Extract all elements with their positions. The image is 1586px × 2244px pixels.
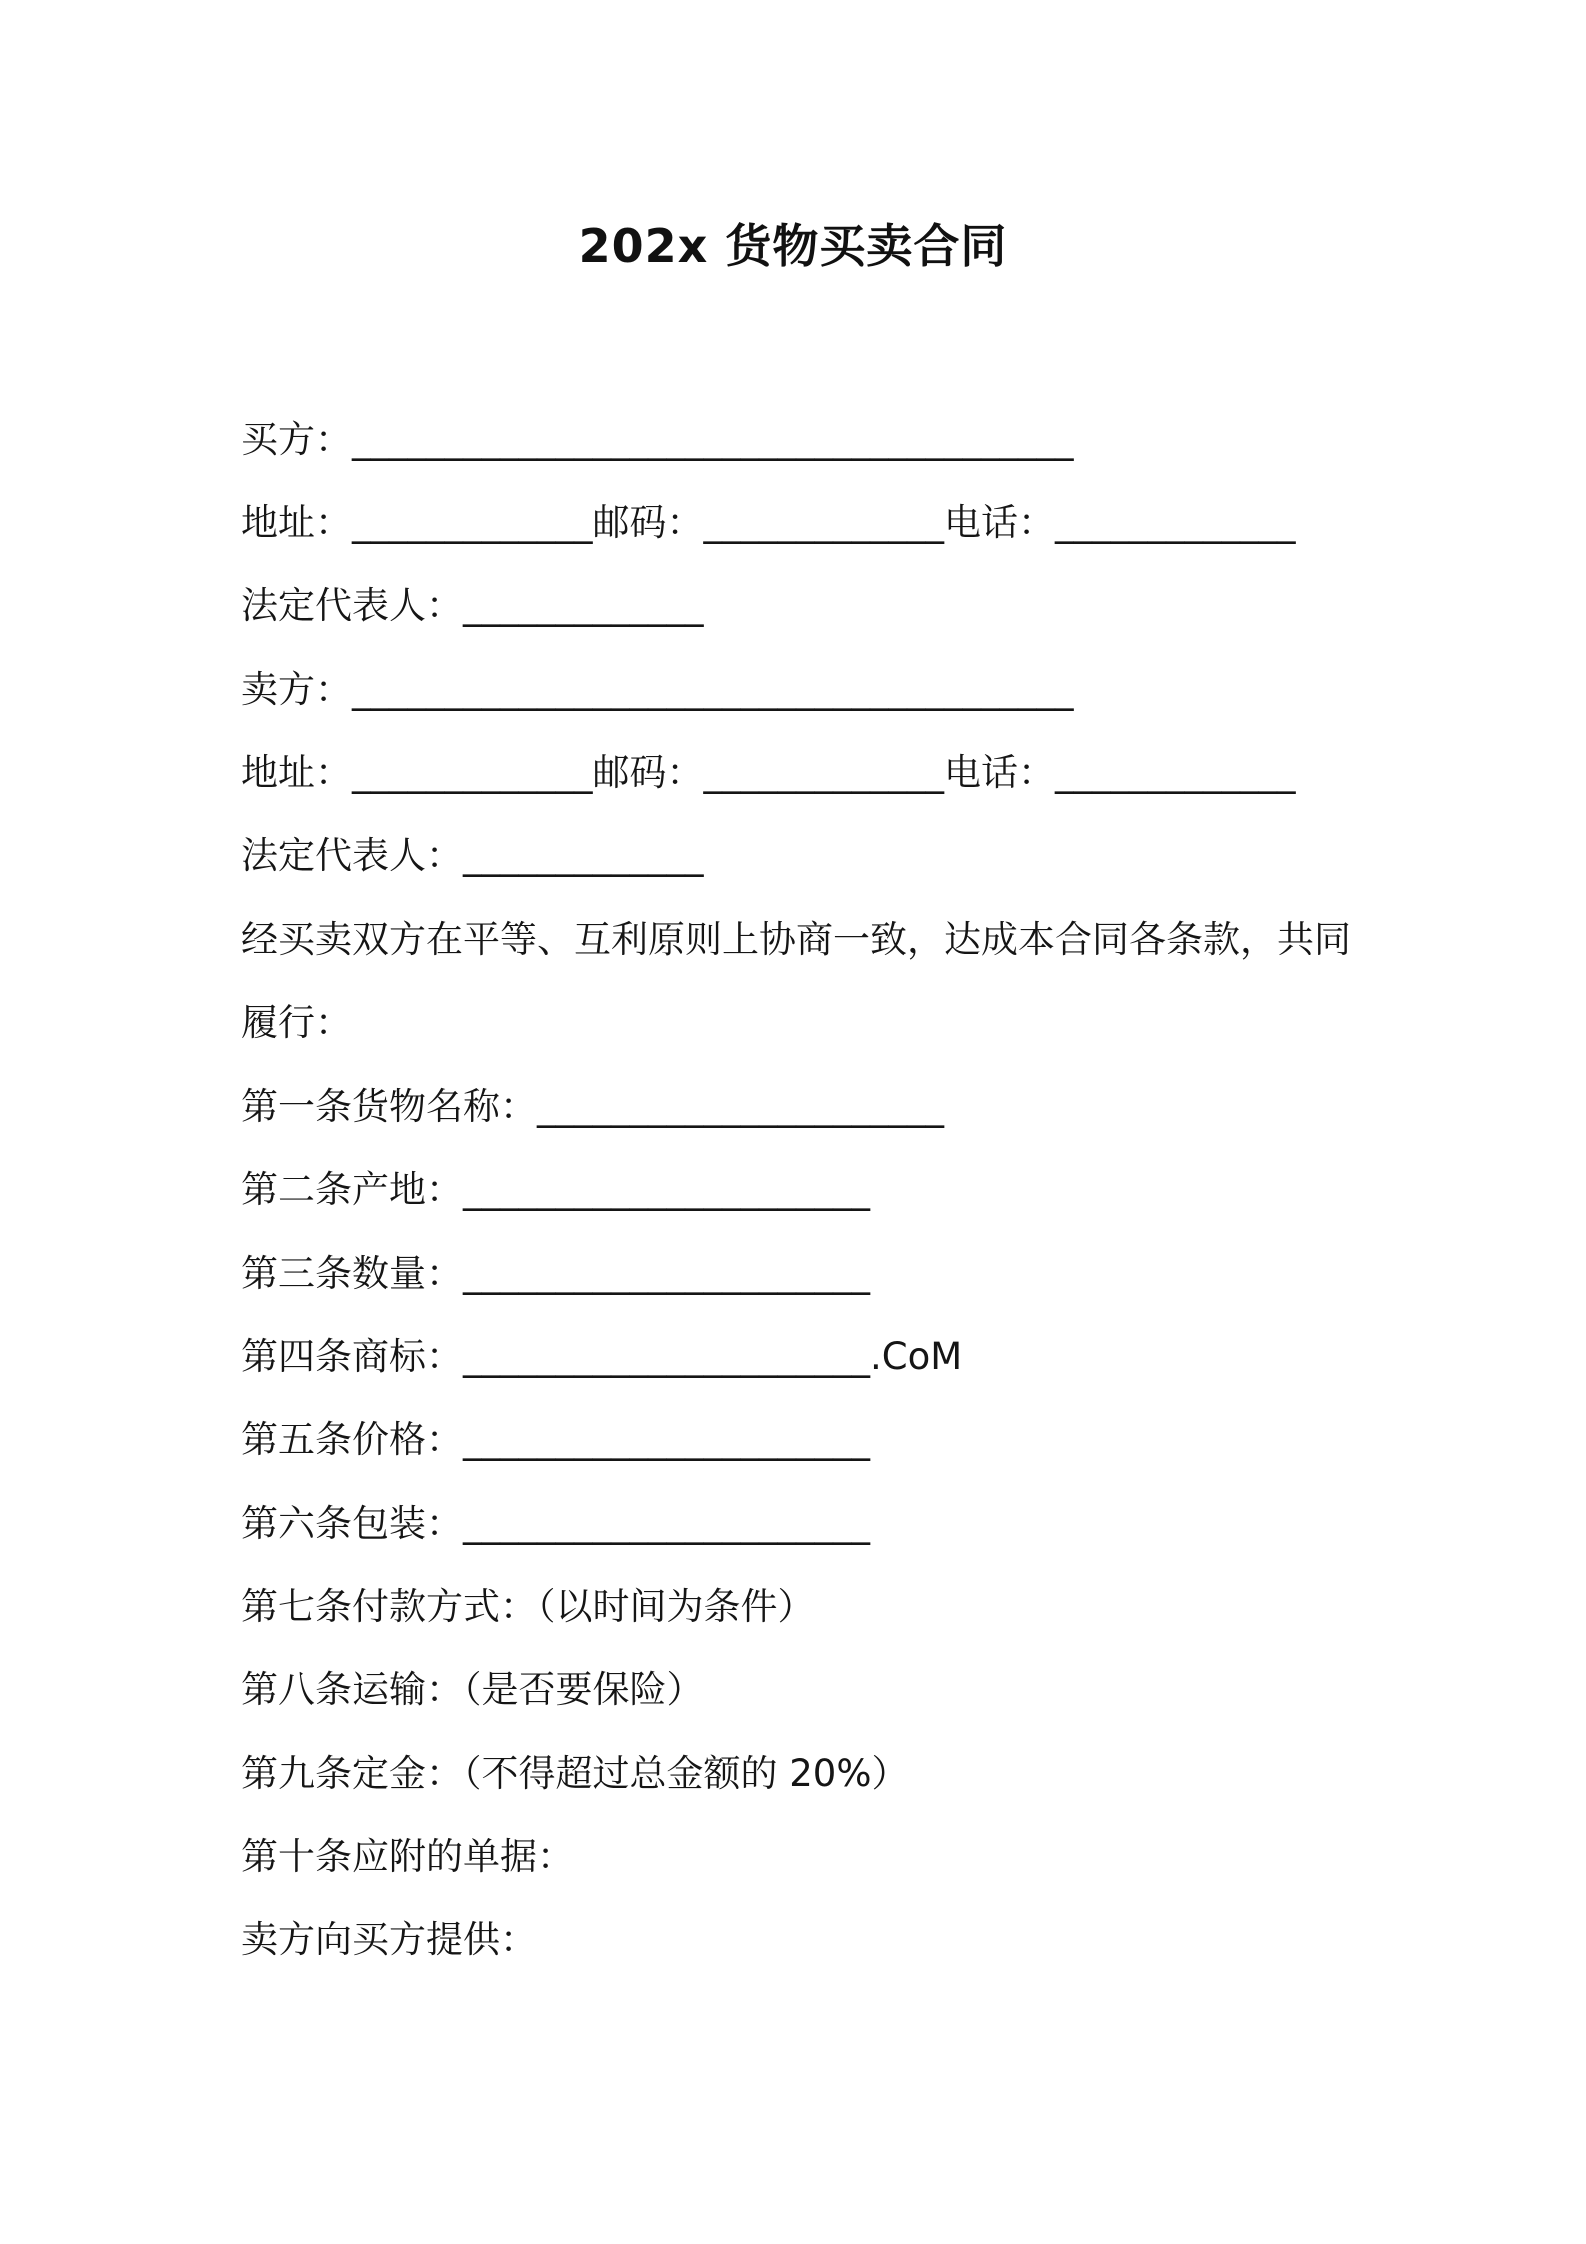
- article-6-packaging: 第六条包装：______________________: [241, 1502, 870, 1545]
- article-4-trademark: 第四条商标：______________________.CoM: [241, 1335, 963, 1378]
- buyer-contact-line: 地址：_____________邮码：_____________电话：_____________: [241, 501, 1296, 544]
- article-8-transport: 第八条运输：（是否要保险）: [241, 1668, 704, 1711]
- article-10-attached-documents: 第十条应附的单据：: [241, 1835, 574, 1878]
- intro-paragraph-line-2: 履行：: [241, 1001, 352, 1044]
- seller-contact-line: 地址：_____________邮码：_____________电话：_____________: [241, 751, 1296, 794]
- buyer-representative-line: 法定代表人：_____________: [241, 584, 704, 627]
- seller-provides-to-buyer: 卖方向买方提供：: [241, 1918, 537, 1961]
- article-5-price: 第五条价格：______________________: [241, 1418, 870, 1461]
- intro-paragraph-line-1: 经买卖双方在平等、互利原则上协商一致，达成本合同各条款，共同: [241, 918, 1351, 961]
- buyer-name-line: 买方：_______________________________________: [241, 418, 1074, 461]
- document-title: 202x 货物买卖合同: [578, 219, 1008, 273]
- article-7-payment-method: 第七条付款方式：（以时间为条件）: [241, 1585, 815, 1628]
- article-1-goods-name: 第一条货物名称：______________________: [241, 1085, 944, 1128]
- article-2-origin: 第二条产地：______________________: [241, 1168, 870, 1211]
- article-9-deposit: 第九条定金：（不得超过总金额的 20%）: [241, 1752, 909, 1795]
- seller-name-line: 卖方：_______________________________________: [241, 668, 1074, 711]
- seller-representative-line: 法定代表人：_____________: [241, 834, 704, 877]
- article-3-quantity: 第三条数量：______________________: [241, 1252, 870, 1295]
